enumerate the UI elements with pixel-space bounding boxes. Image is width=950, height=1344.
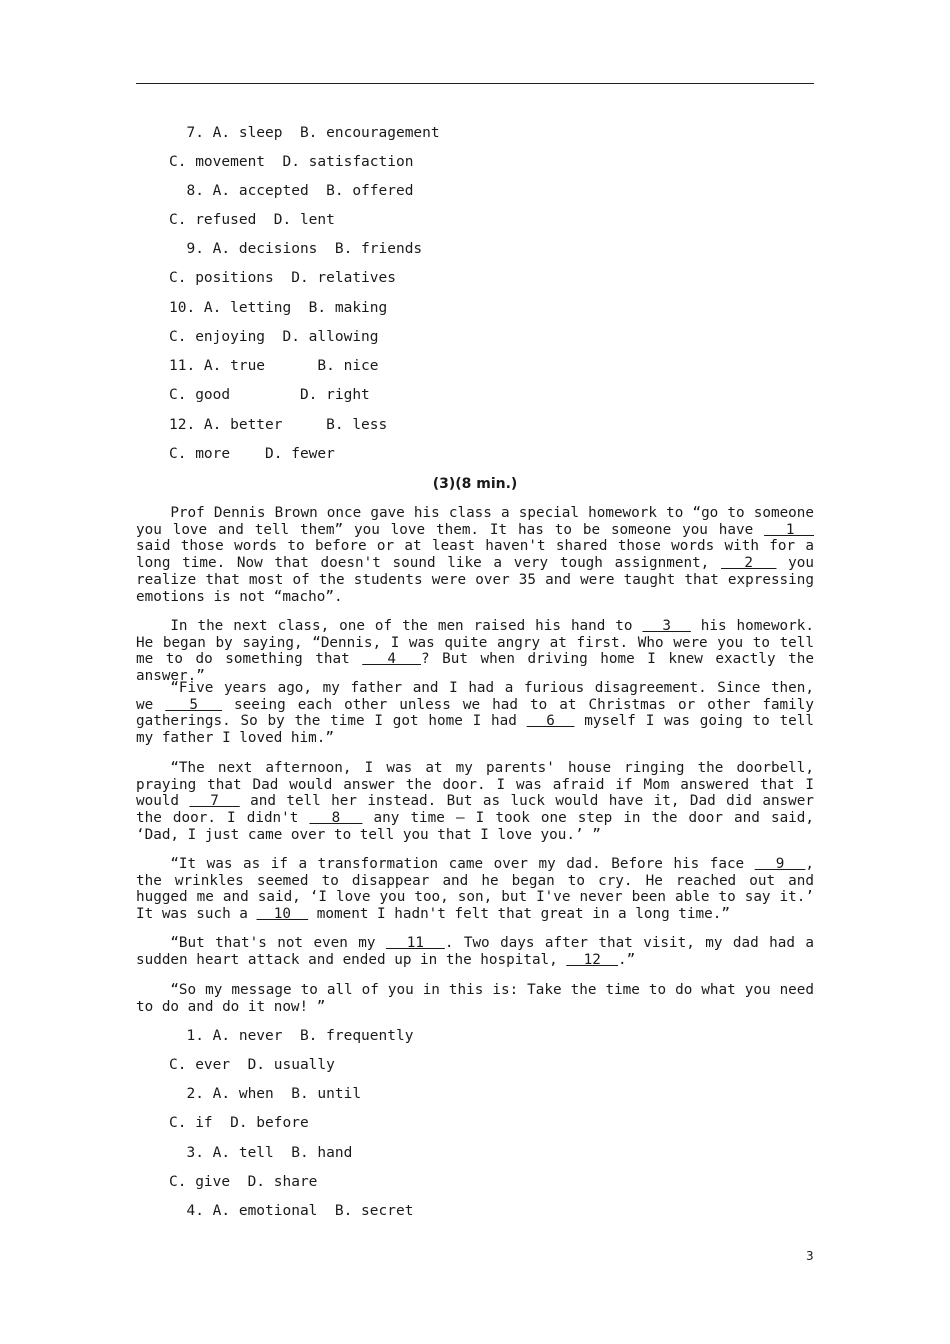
blank-9: 9 <box>754 856 806 872</box>
blank-1: 1 <box>764 521 814 538</box>
option-line: C. more D. fewer <box>169 446 335 462</box>
blank-4: 4 <box>362 651 422 668</box>
blank-5: 5 <box>165 696 222 713</box>
section-heading: (3)(8 min.) <box>432 476 518 492</box>
passage-paragraph: In the next class, one of the men raised his hand to 3 his homework. He began by saying, “Dennis, I was quite angry at first. Who were you to tell me to do something that 4 ? But when driving home I knew exactly the answer.” <box>136 618 814 685</box>
option-line: C. refused D. lent <box>169 212 335 228</box>
option-line: C. ever D. usually <box>169 1057 335 1073</box>
option-line: C. give D. share <box>169 1174 318 1190</box>
blank-6: 6 <box>526 713 575 730</box>
option-line: C. positions D. relatives <box>169 270 396 286</box>
page-number: 3 <box>806 1249 814 1263</box>
option-line: 2. A. when B. until <box>169 1086 362 1102</box>
option-line: 8. A. accepted B. offered <box>169 183 414 199</box>
blank-12: 12 <box>566 951 619 968</box>
passage-paragraph: “But that's not even my 11 . Two days after that visit, my dad had a sudden heart attack and ended up in the hospital, 12 .” <box>136 935 814 968</box>
blank-11: 11 <box>385 935 445 951</box>
blank-10: 10 <box>256 906 309 923</box>
option-line: 10. A. letting B. making <box>169 300 388 316</box>
option-line: C. good D. right <box>169 387 370 403</box>
blank-2: 2 <box>721 555 777 572</box>
header-rule <box>136 83 814 84</box>
passage-paragraph: “The next afternoon, I was at my parents' house ringing the doorbell, praying that Dad would answer the door. I was afraid if Mom answered that I would 7 and tell her instead. But as luck would have it, Dad did answer the door. I didn't 8 any time — I took one step in the door and said, ‘Dad, I just came over to tell you that I love you.’ ” <box>136 760 815 843</box>
blank-7: 7 <box>189 793 240 810</box>
option-line: 7. A. sleep B. encouragement <box>169 125 440 141</box>
option-line: 3. A. tell B. hand <box>169 1145 353 1161</box>
passage-paragraph: Prof Dennis Brown once gave his class a special homework to “go to someone you love and tell them” you love them. It has to be someone you have 1 said those words to before or at least haven't shared those words with for a long time. Now that doesn't sound like a very tough assignment, 2 you realize that most of the students were over 35 and were taught that expressing emotions is not “macho”. <box>136 505 814 605</box>
passage-paragraph: “Five years ago, my father and I had a furious disagreement. Since then, we 5 seeing each other unless we had to at Christmas or other family gatherings. So by the time I got home I had 6 myself I was going to tell my father I loved him.” <box>136 680 814 747</box>
passage-paragraph: “So my message to all of you in this is: Take the time to do what you need to do and do it now! ” <box>136 982 814 1015</box>
option-line: 12. A. better B. less <box>169 417 388 433</box>
blank-8: 8 <box>309 810 363 827</box>
option-line: 1. A. never B. frequently <box>169 1028 414 1044</box>
option-line: C. enjoying D. allowing <box>169 329 379 345</box>
option-line: C. movement D. satisfaction <box>169 154 414 170</box>
blank-3: 3 <box>642 618 691 634</box>
option-line: 4. A. emotional B. secret <box>169 1203 414 1219</box>
option-line: 11. A. true B. nice <box>169 358 379 374</box>
passage-paragraph: “It was as if a transformation came over my dad. Before his face 9 , the wrinkles seemed to disappear and he began to cry. He reached out and hugged me and said, ‘I love you too, son, but I've never been able to say it.’ It was such a 10 moment I hadn't felt that great in a long time.” <box>136 856 814 923</box>
option-line: 9. A. decisions B. friends <box>169 241 423 257</box>
option-line: C. if D. before <box>169 1115 309 1131</box>
